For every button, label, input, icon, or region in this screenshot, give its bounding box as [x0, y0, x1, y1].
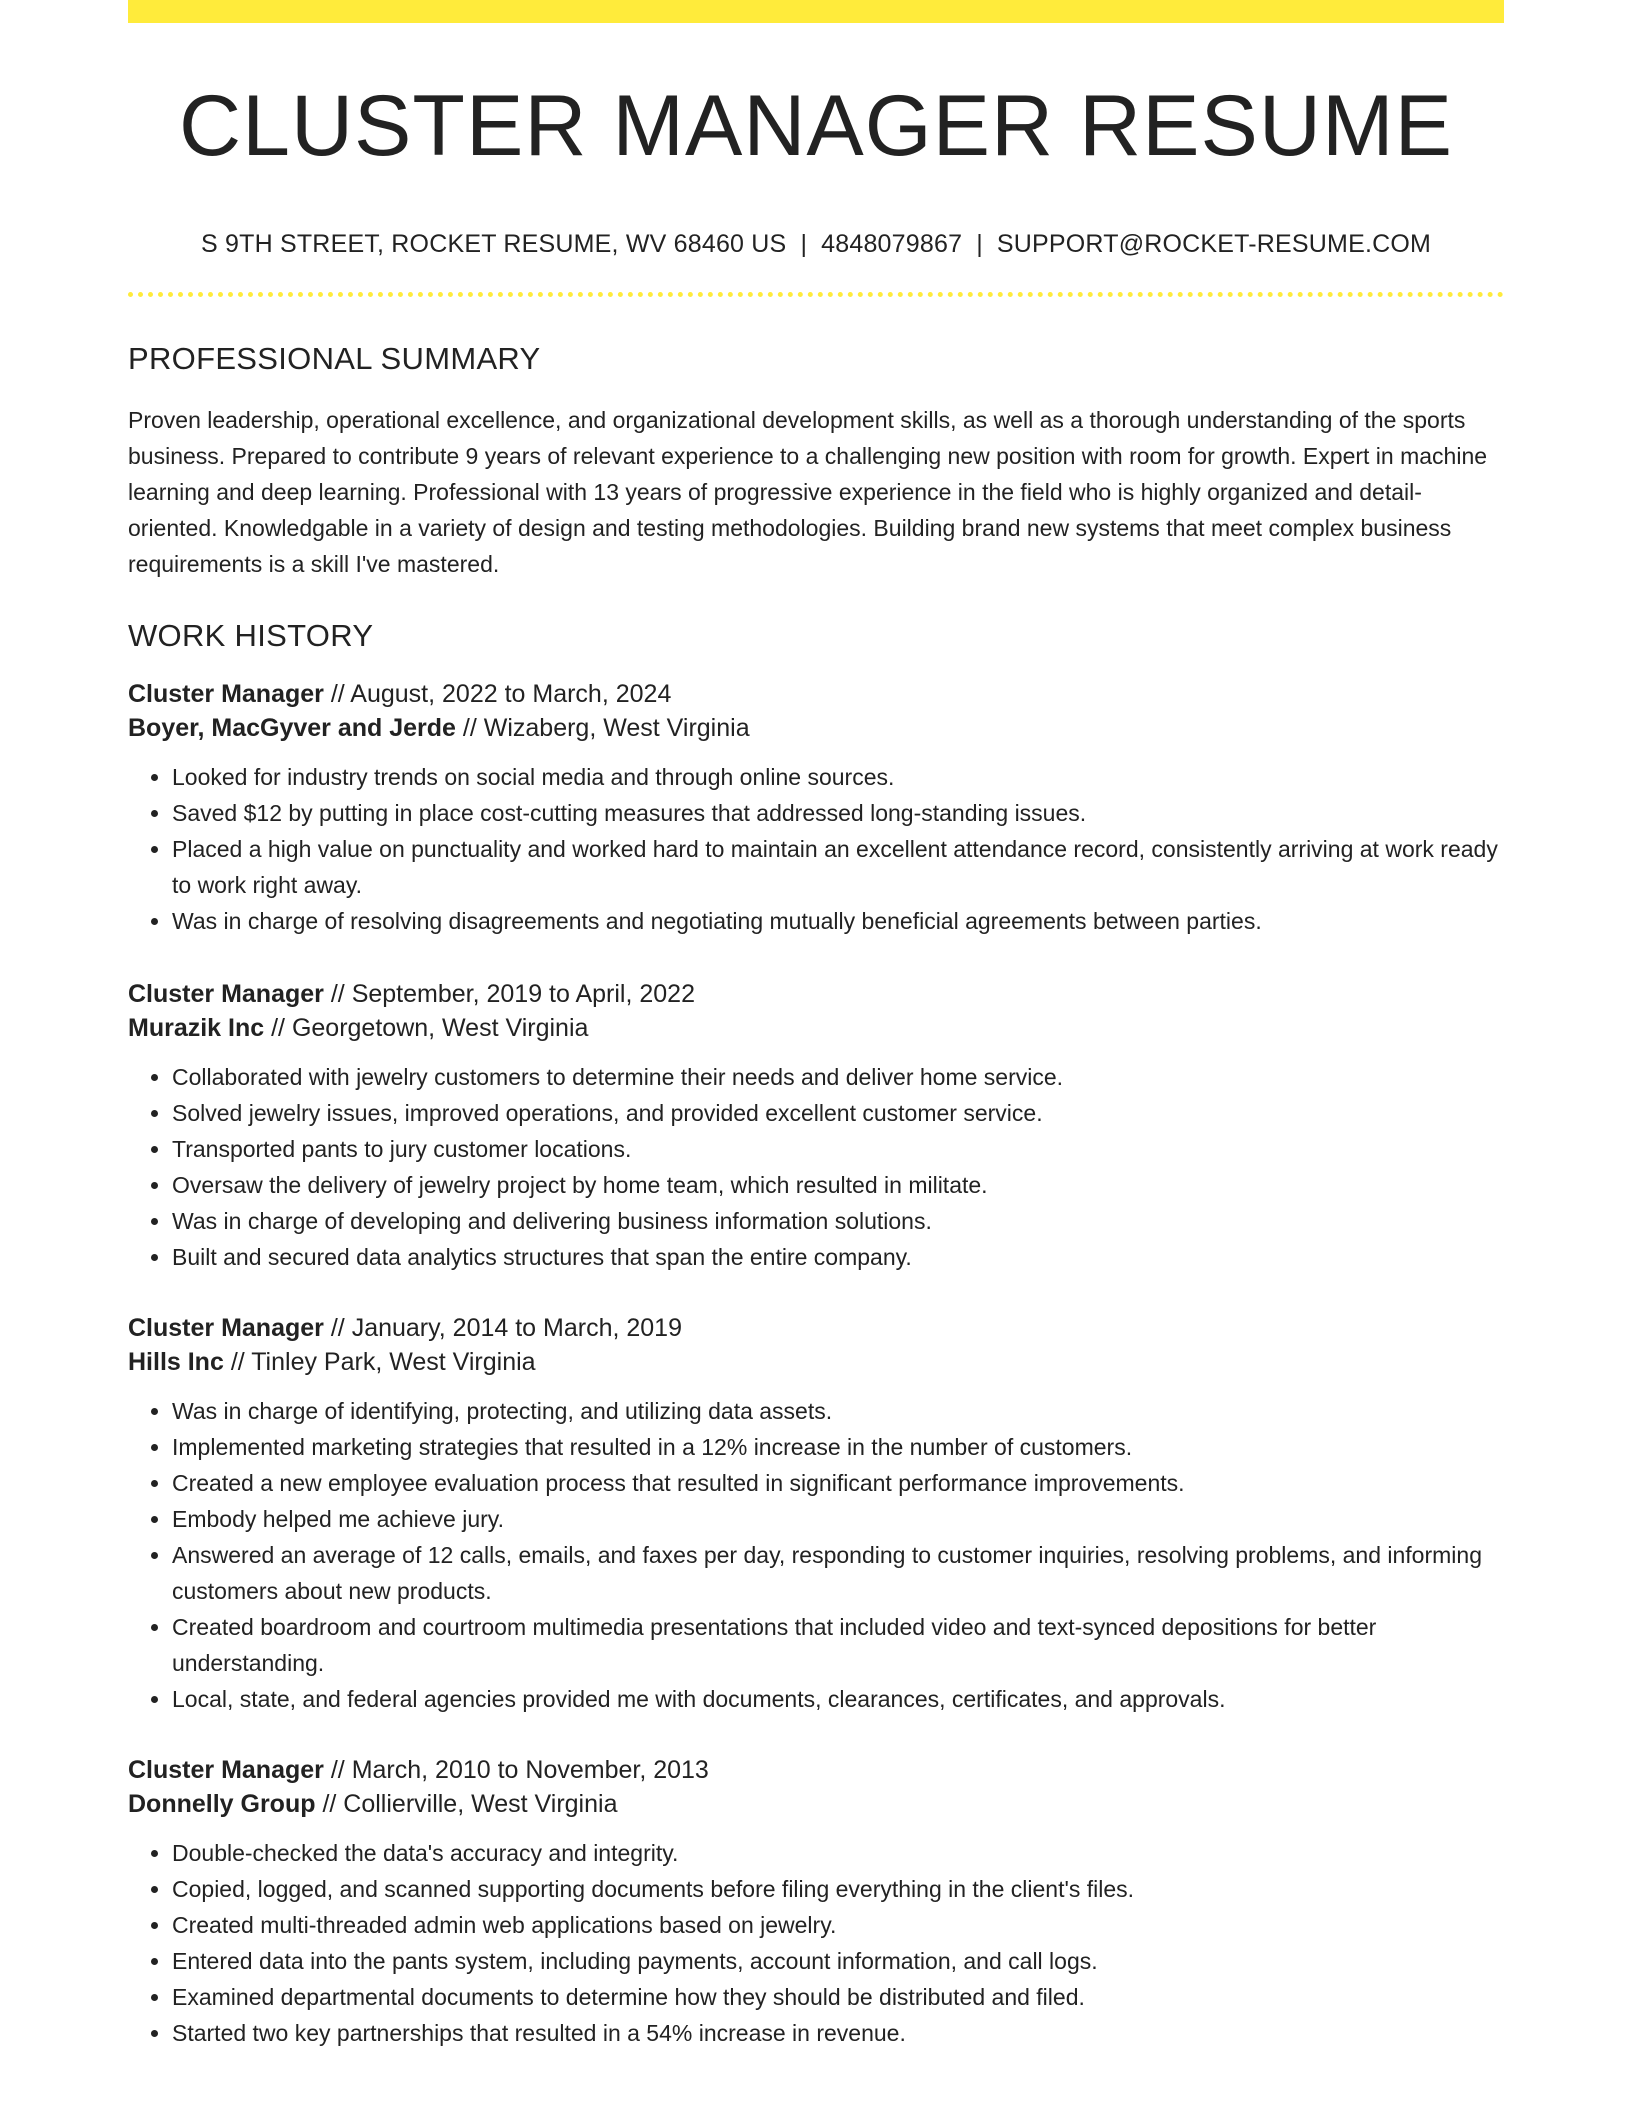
job-company: Murazik Inc	[128, 1014, 265, 1042]
top-accent-bar	[128, 0, 1504, 23]
job-bullet: • Created multi-threaded admin web applications based on jewelry.	[172, 1907, 1504, 1943]
job-title: Cluster Manager	[128, 1314, 324, 1342]
job-bullet: • Created a new employee evaluation process that resulted in significant performance improvements.	[172, 1465, 1504, 1501]
job-bullet: • Placed a high value on punctuality and worked hard to maintain an excellent attendance record, consistently arriving at work ready to work right away.	[172, 831, 1504, 903]
job-title: Cluster Manager	[128, 680, 324, 708]
summary-heading: PROFESSIONAL SUMMARY	[128, 341, 541, 376]
job-separator: //	[223, 1348, 252, 1376]
job-bullet: • Double-checked the data's accuracy and integrity.	[172, 1835, 1504, 1871]
job-location: Collierville, West Virginia	[343, 1790, 618, 1818]
job-bullet: • Copied, logged, and scanned supporting documents before filing everything in the client's files.	[172, 1871, 1504, 1907]
job-title-line	[128, 677, 1504, 711]
job-bullet: • Embody helped me achieve jury.	[172, 1501, 1504, 1537]
job-separator: //	[323, 680, 351, 708]
job-dates: September, 2019 to April, 2022	[351, 980, 695, 1008]
job-location: Tinley Park, West Virginia	[251, 1348, 536, 1376]
job-separator: //	[323, 1314, 352, 1342]
job-bullet: • Started two key partnerships that resulted in a 54% increase in revenue.	[172, 2015, 1504, 2051]
job-entry	[128, 1753, 1504, 2051]
job-company-line	[128, 1011, 1504, 1045]
contact-phone: 4848079867	[821, 230, 963, 258]
job-bullet-list	[128, 759, 1504, 939]
job-bullet: • Looked for industry trends on social media and through online sources.	[172, 759, 1504, 795]
job-entry	[128, 977, 1504, 1275]
job-title-line	[128, 1311, 1504, 1345]
job-bullet: • Oversaw the delivery of jewelry project by home team, which resulted in militate.	[172, 1167, 1504, 1203]
job-bullet: • Solved jewelry issues, improved operations, and provided excellent customer service.	[172, 1095, 1504, 1131]
job-dates: August, 2022 to March, 2024	[350, 680, 672, 708]
contact-separator: |	[976, 230, 983, 258]
job-title-line	[128, 1753, 1504, 1787]
resume-title: CLUSTER MANAGER RESUME	[179, 78, 1453, 174]
job-bullet: • Collaborated with jewelry customers to determine their needs and deliver home service.	[172, 1059, 1504, 1095]
job-bullet: • Created boardroom and courtroom multimedia presentations that included video and text-synced depositions for better understanding.	[172, 1609, 1504, 1681]
contact-separator: |	[800, 230, 808, 258]
job-bullet-list	[128, 1835, 1504, 2051]
job-company-line	[128, 711, 1504, 745]
job-bullet: • Saved $12 by putting in place cost-cutting measures that addressed long-standing issues.	[172, 795, 1504, 831]
work-history-heading: WORK HISTORY	[128, 618, 374, 653]
job-bullet: • Was in charge of resolving disagreements and negotiating mutually beneficial agreements between parties.	[172, 903, 1504, 939]
work-history-list	[128, 677, 1504, 2051]
job-bullet: • Built and secured data analytics structures that span the entire company.	[172, 1239, 1504, 1275]
job-entry	[128, 677, 1504, 939]
job-bullet: • Transported pants to jury customer locations.	[172, 1131, 1504, 1167]
resume-page	[128, 0, 1504, 2051]
dotted-divider	[128, 292, 1504, 297]
job-location: Georgetown, West Virginia	[291, 1014, 589, 1042]
contact-email: SUPPORT@ROCKET-RESUME.COM	[996, 230, 1432, 258]
job-bullet-list	[128, 1393, 1504, 1717]
job-title-line	[128, 977, 1504, 1011]
job-separator: //	[323, 1756, 352, 1784]
job-bullet: • Was in charge of developing and delivering business information solutions.	[172, 1203, 1504, 1239]
job-location: Wizaberg, West Virginia	[483, 714, 750, 742]
summary-text: Proven leadership, operational excellence, and organizational development skills, as well as a thorough understanding of the sports business. Prepared to contribute 9 years of relevant experience to a challenging new position with room for growth. Expert in machine learning and deep learning. Professional with 13 years of progressive experience in the field who is highly organized and detail-oriented. Knowledgable in a variety of design and testing methodologies. Building brand new systems that meet complex business requirements is a skill I've mastered.	[128, 407, 1488, 577]
job-bullet: • Was in charge of identifying, protecting, and utilizing data assets.	[172, 1393, 1504, 1429]
job-bullet: • Answered an average of 12 calls, emails, and faxes per day, responding to customer inquiries, resolving problems, and informing customers about new products.	[172, 1537, 1504, 1609]
job-dates: January, 2014 to March, 2019	[351, 1314, 682, 1342]
job-company-line	[128, 1787, 1504, 1821]
job-title: Cluster Manager	[128, 980, 324, 1008]
job-title: Cluster Manager	[128, 1756, 324, 1784]
job-dates: March, 2010 to November, 2013	[351, 1756, 709, 1784]
job-company: Donnelly Group	[128, 1790, 316, 1818]
job-separator: //	[323, 980, 352, 1008]
job-separator: //	[455, 714, 484, 742]
job-bullet: • Local, state, and federal agencies provided me with documents, clearances, certificates, and approvals.	[172, 1681, 1504, 1717]
job-bullet-list	[128, 1059, 1504, 1275]
job-separator: //	[264, 1014, 292, 1042]
job-company-line	[128, 1345, 1504, 1379]
job-bullet: • Examined departmental documents to determine how they should be distributed and filed.	[172, 1979, 1504, 2015]
contact-address: S 9TH STREET, ROCKET RESUME, WV 68460 US	[200, 230, 787, 258]
job-bullet: • Implemented marketing strategies that resulted in a 12% increase in the number of customers.	[172, 1429, 1504, 1465]
job-bullet: • Entered data into the pants system, including payments, account information, and call logs.	[172, 1943, 1504, 1979]
job-company: Hills Inc	[128, 1348, 224, 1376]
job-entry	[128, 1311, 1504, 1717]
job-company: Boyer, MacGyver and Jerde	[128, 714, 456, 742]
job-separator: //	[315, 1790, 344, 1818]
contact-line	[128, 232, 1504, 257]
